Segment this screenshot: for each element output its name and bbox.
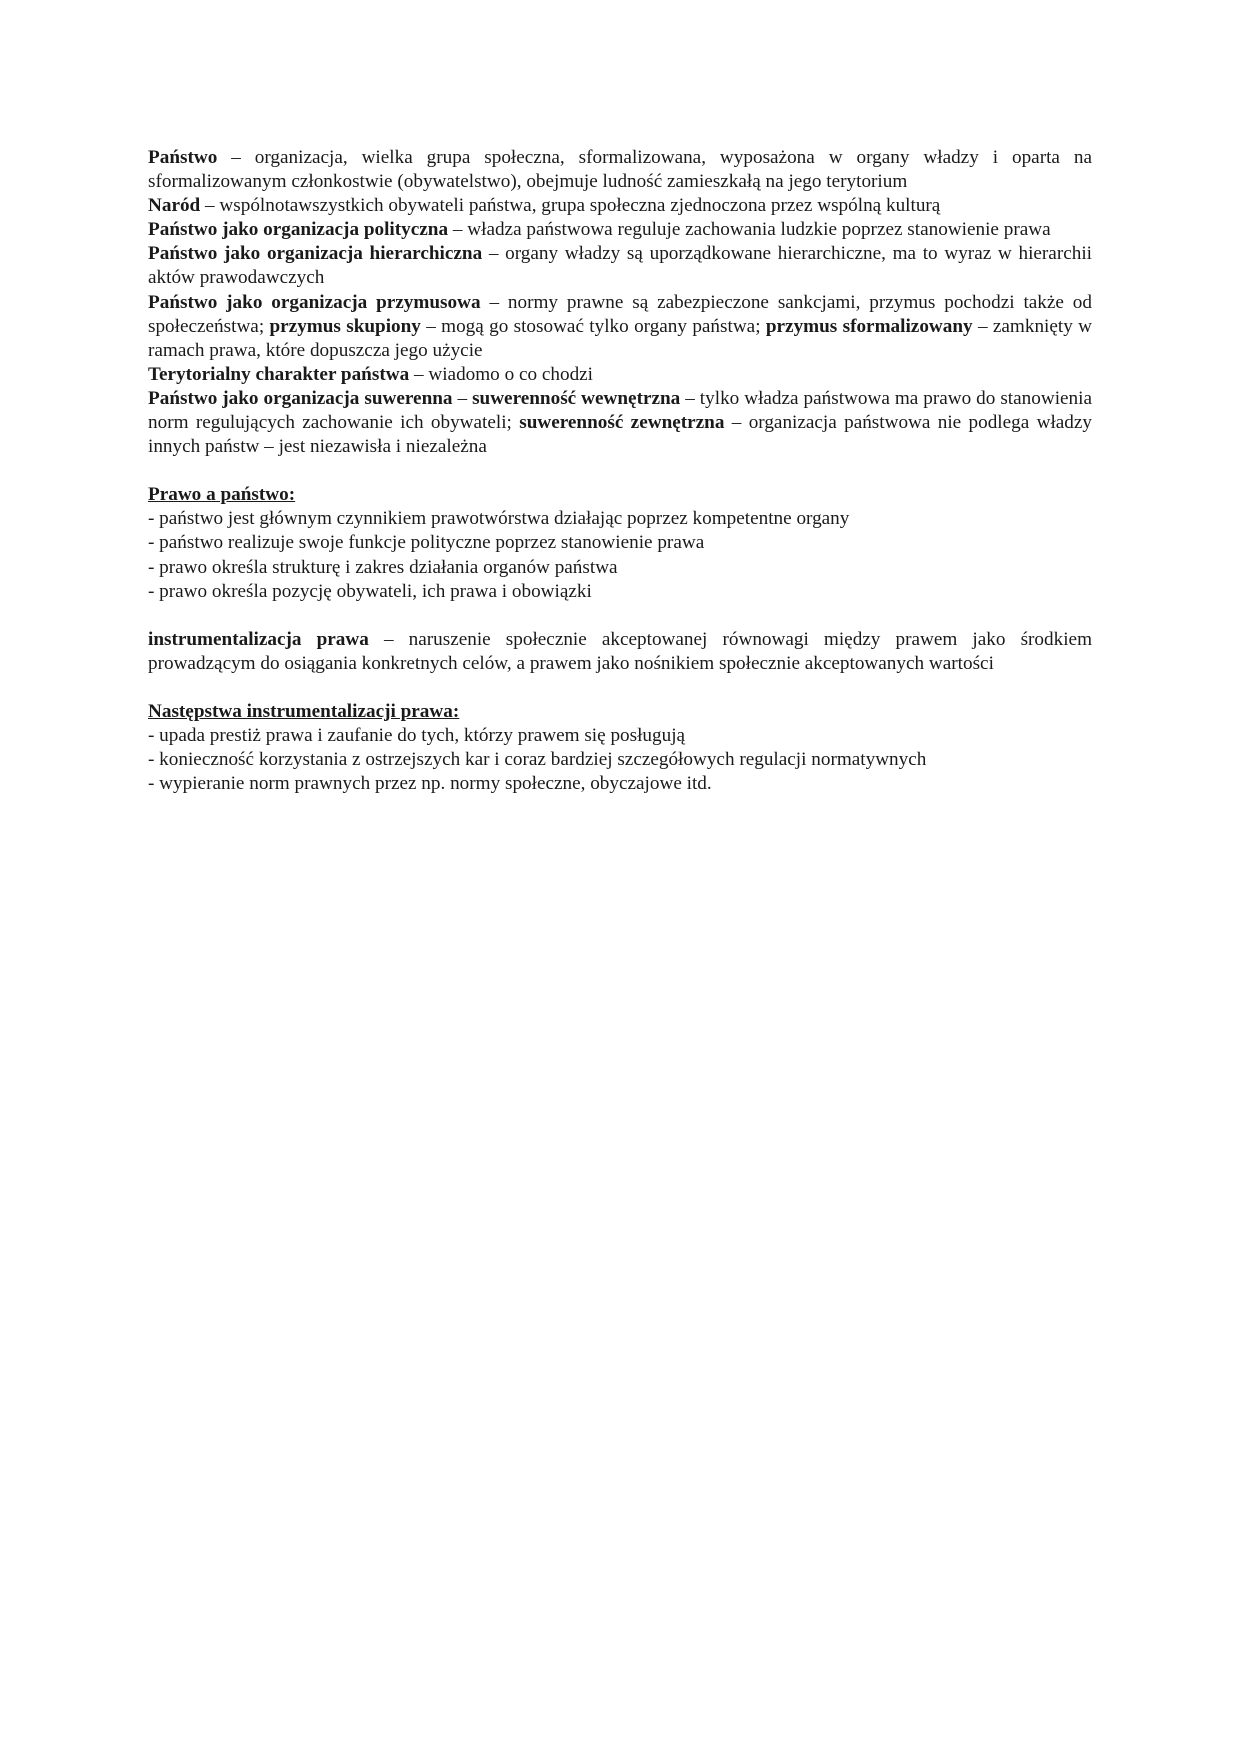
term: Państwo jako organizacja przymusowa [148,291,481,313]
definition-text: – organizacja, wielka grupa społeczna, sformalizowana, wyposażona w organy władzy i oparta na sformalizowanym członkostwie (obywatelstwo), obejmuje ludność zamieszkałą na jego terytorium [148,147,1092,193]
term: suwerenność wewnętrzna [472,387,681,409]
spacer [148,459,1092,483]
definition-panstwo [148,146,1092,194]
term: instrumentalizacja prawa [148,628,369,650]
term: Terytorialny charakter państwa [148,363,410,385]
definition-text: – wiadomo o co chodzi [409,363,594,385]
definition-text: – tylko władza państwowa ma prawo do stanowienia norm regulujących zachowanie ich obywateli; [148,387,1092,434]
list-item: - prawo określa strukturę i zakres działania organów państwa [148,556,618,578]
term: Państwo jako organizacja suwerenna [148,387,453,409]
definition-instrumentalizacja [148,628,1092,676]
definition-text: – mogą go stosować tylko organy państwa; [420,315,766,337]
definition-terytorialny [148,363,1092,387]
list-item: - państwo realizuje swoje funkcje polityczne poprzez stanowienie prawa [148,532,705,554]
term: Naród [148,195,201,217]
definition-text: – władza państwowa reguluje zachowania ludzkie poprzez stanowienie prawa [448,219,1051,241]
prawo-a-panstwo-list [148,507,1092,603]
list-item: - państwo jest głównym czynnikiem prawotwórstwa działając poprzez kompetentne organy [148,508,850,530]
definition-narod [148,194,1092,218]
list-item: - konieczność korzystania z ostrzejszych kar i coraz bardziej szczegółowych regulacji normatywnych [148,749,927,771]
list-item: - wypieranie norm prawnych przez np. normy społeczne, obyczajowe itd. [148,773,712,795]
term: Państwo jako organizacja hierarchiczna [148,243,483,265]
list-item: - upada prestiż prawa i zaufanie do tych, którzy prawem się posługują [148,724,686,746]
definition-przymusowa [148,291,1092,363]
section-title-nastepstwa: Następstwa instrumentalizacji prawa: [148,700,460,722]
definition-text: – [452,387,473,409]
spacer [148,604,1092,628]
term: Państwo jako organizacja polityczna [148,219,449,241]
definition-text: – organizacja państwowa nie podlega władzy innych państw – jest niezawisła i niezależna [148,412,1093,458]
definition-hierarchiczna [148,242,1092,290]
definition-polityczna [148,218,1092,242]
section-title-prawo-a-panstwo: Prawo a państwo: [148,484,296,506]
list-item: - prawo określa pozycję obywateli, ich prawa i obowiązki [148,580,592,602]
definition-text: – naruszenie społecznie akceptowanej równowagi między prawem jako środkiem prowadzącym do osiągania konkretnych celów, a prawem jako nośnikiem społecznie akceptowanych wartości [148,628,1092,674]
term: przymus skupiony [269,315,421,337]
definition-text: – normy prawne są zabezpieczone sankcjami, przymus pochodzi także od społeczeństwa; [148,291,1092,337]
nastepstwa-list [148,724,1092,796]
definition-suwerenna [148,387,1092,459]
definition-text: – organy władzy są uporządkowane hierarchiczne, ma to wyraz w hierarchii aktów prawodawczych [148,243,1092,289]
definition-text: – zamknięty w ramach prawa, które dopuszcza jego użycie [148,315,1092,361]
term: przymus sformalizowany [765,315,973,337]
spacer [148,676,1092,700]
term: suwerenność zewnętrzna [519,412,725,434]
term: Państwo [148,147,218,168]
definition-text: – wspólnotawszystkich obywateli państwa, grupa społeczna zjednoczona przez wspólną kulturą [200,195,941,217]
